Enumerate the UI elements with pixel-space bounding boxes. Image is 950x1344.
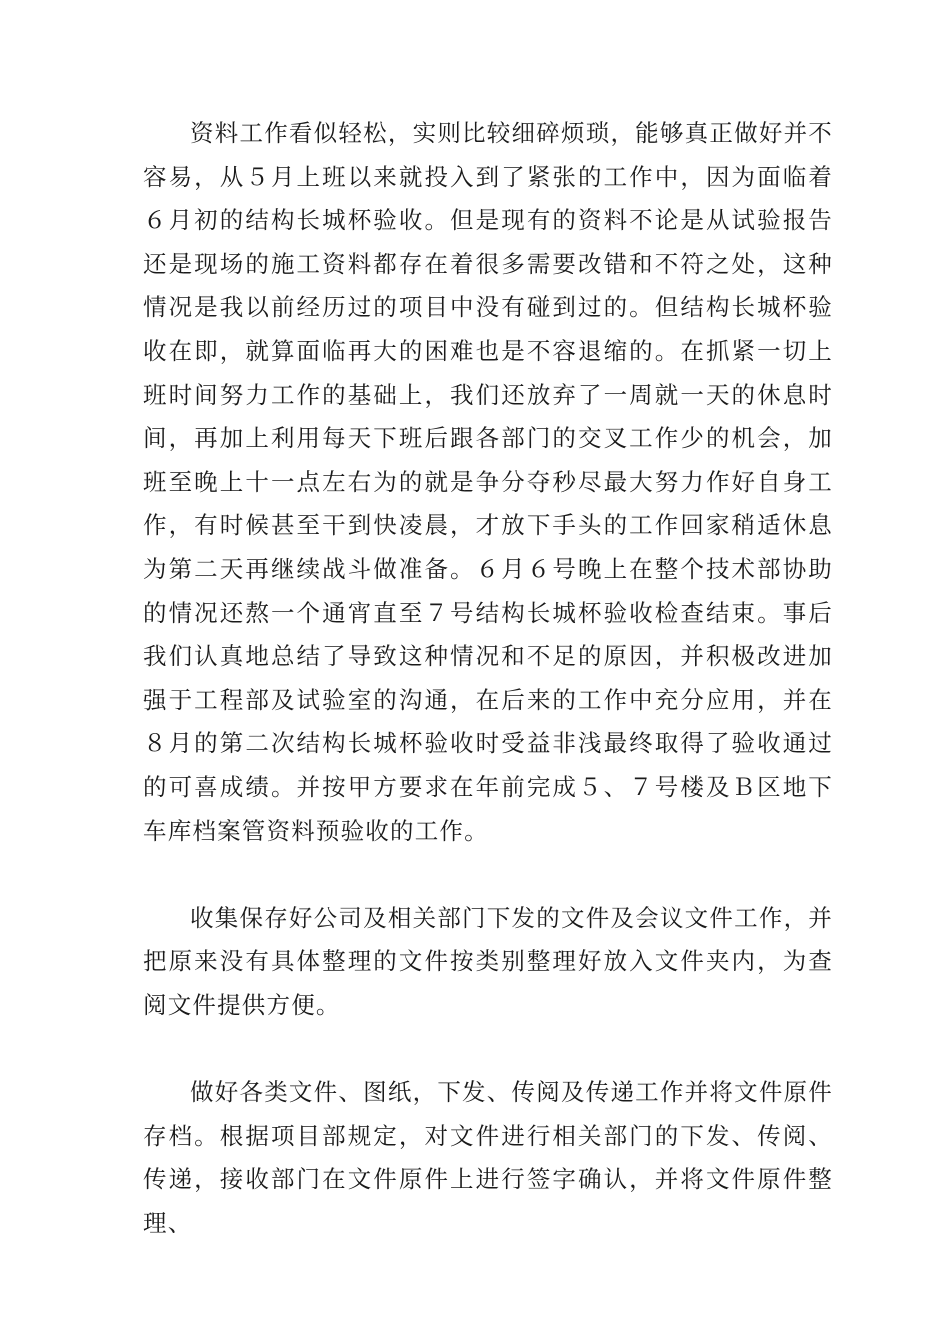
paragraph-2: 收集保存好公司及相关部门下发的文件及会议文件工作，并把原来没有具体整理的文件按类别整理好放入文件夹内，为查阅文件提供方便。 [143, 903, 833, 1019]
document-body [143, 112, 833, 1245]
paragraph-3: 做好各类文件、图纸，下发、传阅及传递工作并将文件原件存档。根据项目部规定，对文件进行相关部门的下发、传阅、传递，接收部门在文件原件上进行签字确认，并将文件原件整理、 [143, 1078, 833, 1237]
paragraph-1: 资料工作看似轻松，实则比较细碎烦琐，能够真正做好并不容易，从５月上班以来就投入到了紧张的工作中，因为面临着６月初的结构长城杯验收。但是现有的资料不论是从试验报告还是现场的施工资料都存在着很多需要改错和不符之处，这种情况是我以前经历过的项目中没有碰到过的。但结构长城杯验收在即，就算面临再大的困难也是不容退缩的。在抓紧一切上班时间努力工作的基础上，我们还放弃了一周就一天的休息时间，再加上利用每天下班后跟各部门的交叉工作少的机会，加班至晚上十一点左右为的就是争分夺秒尽最大努力作好自身工作，有时候甚至干到快凌晨，才放下手头的工作回家稍适休息为第二天再继续战斗做准备。６月６号晚上在整个技术部协助的情况还熬一个通宵直至７号结构长城杯验收检查结束。事后我们认真地总结了导致这种情况和不足的原因，并积极改进加强于工程部及试验室的沟通，在后来的工作中充分应用，并在８月的第二次结构长城杯验收时受益非浅最终取得了验收通过的可喜成绩。并按甲方要求在年前完成５、７号楼及Ｂ区地下车库档案管资料预验收的工作。 [143, 119, 833, 845]
